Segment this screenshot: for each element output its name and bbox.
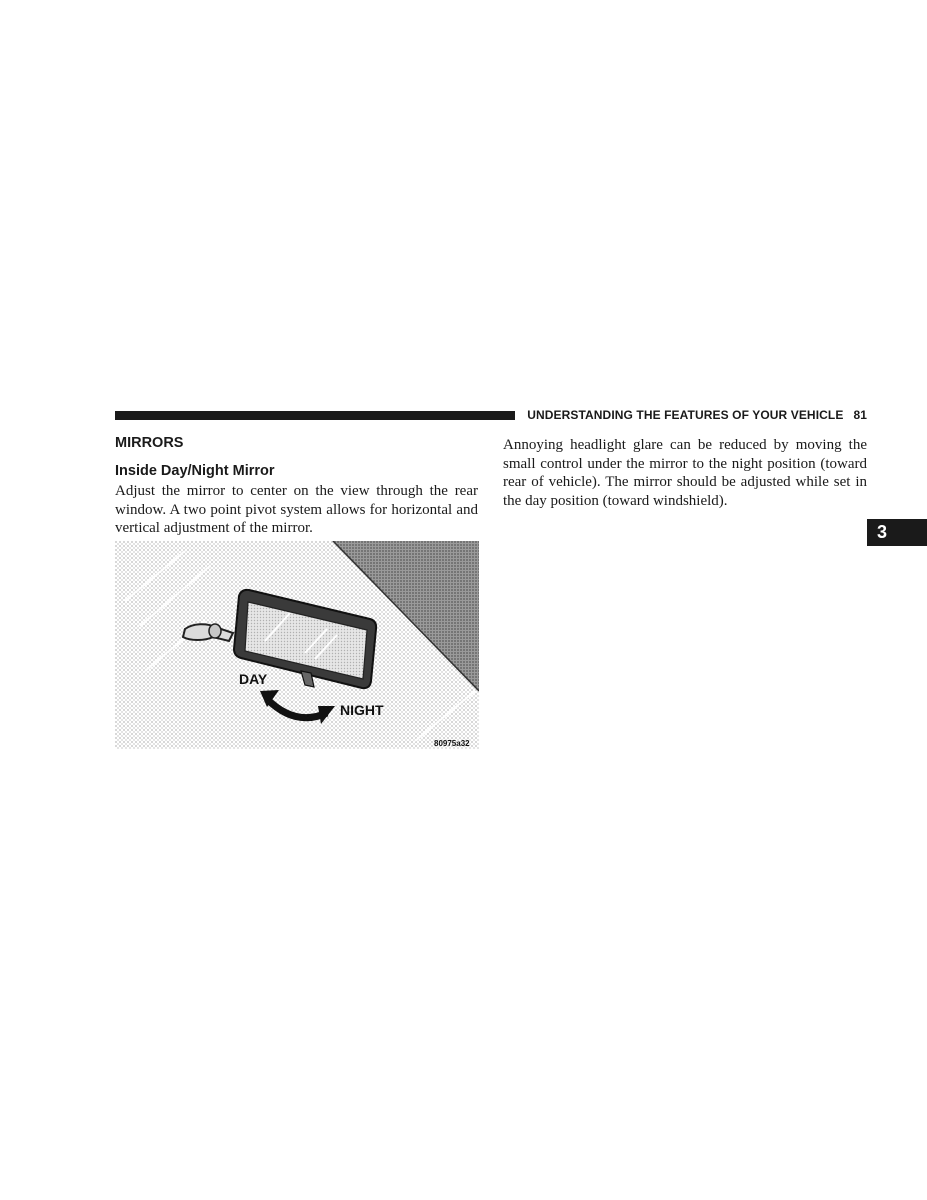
label-night: NIGHT	[340, 702, 384, 718]
label-day: DAY	[239, 671, 268, 687]
chapter-tab: 3	[867, 519, 927, 546]
body-paragraph-right: Annoying headlight glare can be reduced by moving the small control under the mirror to the night position (toward rear of vehicle). The mirror should be adjusted while set in the day position (toward windshield).	[503, 437, 867, 509]
section-title: MIRRORS	[115, 435, 184, 451]
running-header	[523, 408, 867, 422]
header-rule	[115, 411, 515, 420]
mirror-illustration	[115, 541, 479, 749]
figure-id: 80975a32	[434, 739, 470, 748]
running-title: UNDERSTANDING THE FEATURES OF YOUR VEHICLE	[527, 408, 844, 422]
subsection-title: Inside Day/Night Mirror	[115, 463, 275, 479]
page-number: 81	[853, 408, 867, 422]
body-paragraph-left: Adjust the mirror to center on the view through the rear window. A two point pivot system allows for horizontal and vertical adjustment of the mirror.	[115, 483, 478, 537]
